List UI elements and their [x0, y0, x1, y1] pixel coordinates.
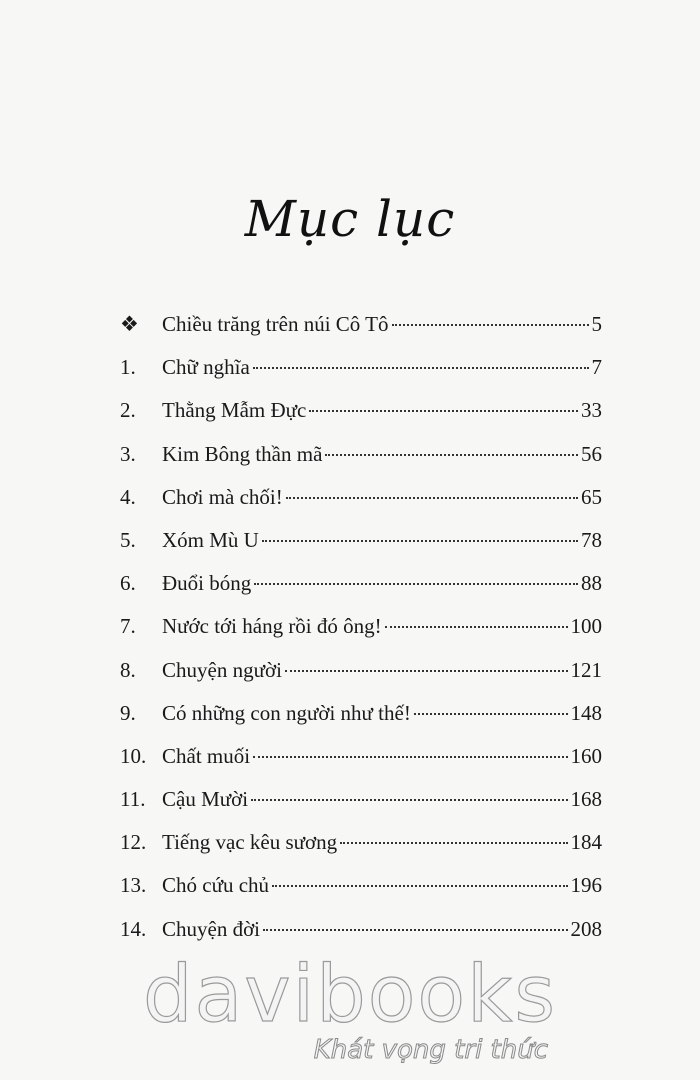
toc-entry-page: 184	[570, 830, 602, 855]
toc-entry-page: 168	[570, 787, 602, 812]
toc-entry-number: 10.	[120, 743, 147, 768]
toc-entry	[120, 658, 602, 701]
toc-entry-title: Xóm Mù U	[162, 527, 259, 552]
toc-entry	[120, 614, 602, 657]
toc-entry	[120, 355, 602, 398]
toc-entry	[120, 701, 602, 744]
toc-entry-title: Kim Bông thần mã	[162, 441, 323, 466]
toc-entry-page: 78	[581, 527, 602, 552]
toc-entry-title: Chó cứu chủ	[162, 873, 270, 898]
toc-entry-title: Cậu Mười	[162, 787, 249, 812]
toc-entry	[120, 787, 602, 830]
toc-entry-number: 9.	[120, 700, 136, 725]
toc-entry-title: Chữ nghĩa	[162, 355, 250, 380]
dot-leader	[340, 842, 567, 844]
toc-entry-number: 13.	[120, 873, 147, 898]
toc-entry	[120, 744, 602, 787]
dot-leader	[272, 885, 567, 887]
dot-leader	[325, 454, 578, 456]
toc-entry-number: 1.	[120, 355, 136, 380]
dot-leader	[254, 583, 578, 585]
watermark-logo: davibooks	[143, 950, 557, 1040]
toc-entry-title: Tiếng vạc kêu sương	[162, 830, 338, 855]
toc-entry-title: Đuổi bóng	[162, 571, 252, 596]
toc-entry	[120, 485, 602, 528]
toc-entry-page: 100	[570, 614, 602, 639]
toc-entry-title: Nước tới háng rồi đó ông!	[162, 614, 382, 639]
toc-entry-number: 2.	[120, 398, 136, 423]
toc-entry-page: 121	[570, 657, 602, 682]
dot-leader	[385, 626, 568, 628]
toc-entry-title: Chơi mà chối!	[162, 484, 283, 509]
toc-entry	[120, 528, 602, 571]
toc-entry	[120, 571, 602, 614]
toc-entry-page: 148	[570, 700, 602, 725]
toc-entry-number: 12.	[120, 830, 147, 855]
toc-entry-page: 7	[591, 355, 602, 380]
dot-leader	[392, 324, 589, 326]
dot-leader	[263, 929, 567, 931]
toc-entry-number: 14.	[120, 916, 147, 941]
page-title: Mục lục	[244, 190, 456, 248]
toc-entry-number: 8.	[120, 657, 136, 682]
toc-entry-title: Chiều trăng trên núi Cô Tô	[162, 312, 389, 336]
watermark-tagline: Khát vọng tri thức	[313, 1035, 548, 1065]
dot-leader	[253, 756, 567, 758]
dot-leader	[251, 799, 567, 801]
toc-entry-page: 160	[570, 743, 602, 768]
toc-entry	[120, 312, 602, 355]
dot-leader	[253, 367, 589, 369]
toc-entry-title: Chuyện người	[162, 657, 282, 682]
dot-leader	[414, 713, 568, 715]
table-of-contents	[120, 312, 602, 960]
toc-entry-page: 5	[591, 312, 602, 336]
toc-entry-page: 56	[581, 441, 602, 466]
toc-entry-number: 6.	[120, 571, 136, 596]
toc-entry-number: 4.	[120, 484, 136, 509]
toc-entry-page: 88	[581, 571, 602, 596]
toc-entry-title: Thằng Mẫm Đực	[162, 398, 307, 423]
toc-entry-number: 11.	[120, 787, 146, 812]
toc-entry-title: Chất muối	[162, 743, 251, 768]
toc-entry	[120, 830, 602, 873]
toc-entry-page: 65	[581, 484, 602, 509]
toc-entry-title: Có những con người như thế!	[162, 700, 411, 725]
toc-entry-title: Chuyện đời	[162, 916, 261, 941]
toc-entry	[120, 398, 602, 441]
toc-entry-page: 196	[570, 873, 602, 898]
toc-entry-page: 33	[581, 398, 602, 423]
toc-entry-number: 3.	[120, 441, 136, 466]
dot-leader	[285, 670, 568, 672]
dot-leader	[309, 410, 578, 412]
toc-entry-number: 7.	[120, 614, 136, 639]
toc-entry	[120, 873, 602, 916]
toc-entry	[120, 442, 602, 485]
toc-entry-number: ❖	[120, 312, 139, 336]
dot-leader	[286, 497, 578, 499]
toc-entry-number: 5.	[120, 527, 136, 552]
toc-entry-page: 208	[570, 916, 602, 941]
dot-leader	[262, 540, 578, 542]
